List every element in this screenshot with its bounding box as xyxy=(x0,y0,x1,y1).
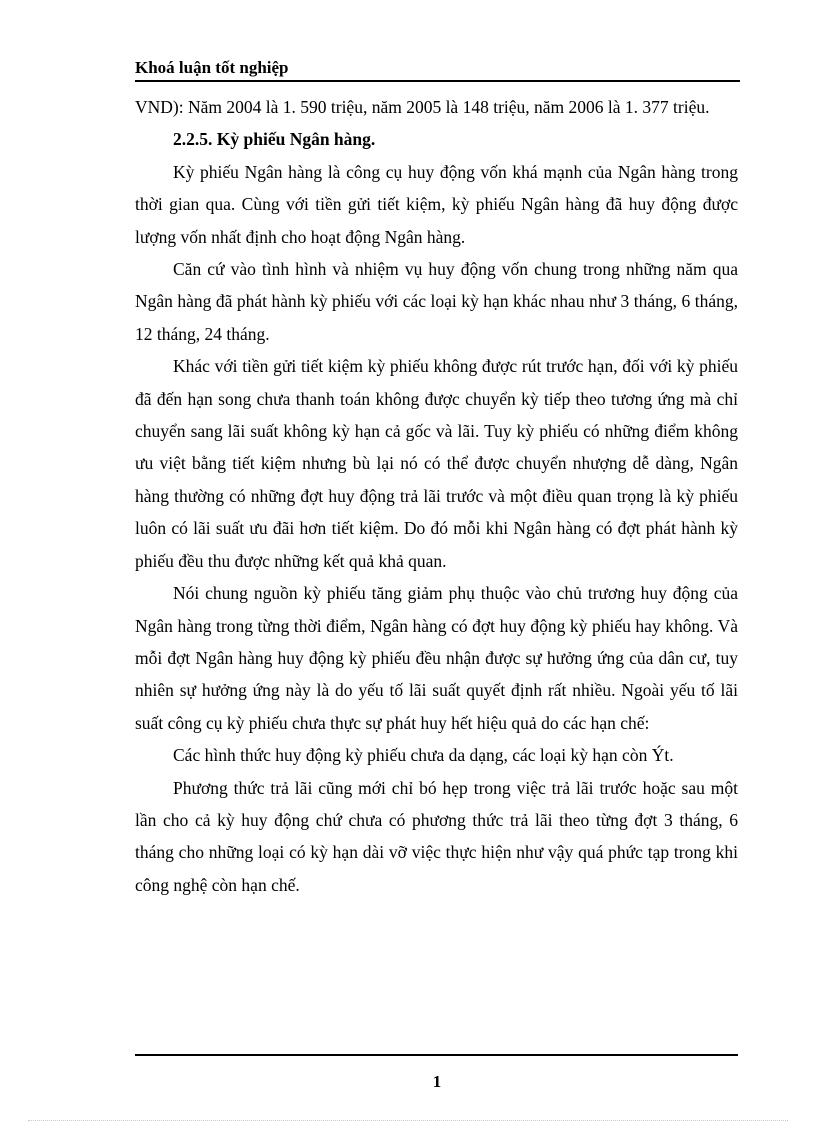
body-paragraph: Phương thức trả lãi cũng mới chỉ bó hẹp trong việc trả lãi trước hoặc sau một lần cho cả kỳ huy động chứ chưa có phương thức trả lãi theo từng đợt 3 tháng, 6 tháng cho những loại có kỳ hạn dài vỡ việc thực hiện như vậy quá phức tạp trong khi công nghệ còn hạn chế. xyxy=(135,777,738,895)
section-heading: 2.2.5. Kỳ phiếu Ngân hàng. xyxy=(173,129,376,150)
continuation-paragraph: VND): Năm 2004 là 1. 590 triệu, năm 2005 là 148 triệu, năm 2006 là 1. 377 triệu. xyxy=(135,97,710,117)
page-body xyxy=(135,91,738,901)
body-paragraph: Nói chung nguồn kỳ phiếu tăng giảm phụ thuộc vào chủ trương huy động của Ngân hàng trong từng thời điểm, Ngân hàng có đợt huy động kỳ phiếu hay không. Và mỗi đợt Ngân hàng huy động kỳ phiếu đều nhận được sự hưởng ứng của dân cư, tuy nhiên sự hưởng ứng này là do yếu tố lãi suất quyết định rất nhiều. Ngoài yếu tố lãi suất công cụ kỳ phiếu chưa thực sự phát huy hết hiệu quả do các hạn chế: xyxy=(135,583,738,733)
page-edge-divider xyxy=(28,1120,788,1121)
footer-divider xyxy=(135,1054,738,1056)
body-paragraph: Căn cứ vào tình hình và nhiệm vụ huy động vốn chung trong những năm qua Ngân hàng đã phát hành kỳ phiếu với các loại kỳ hạn khác nhau như 3 tháng, 6 tháng, 12 tháng, 24 tháng. xyxy=(135,259,738,344)
running-header-title: Khoá luận tốt nghiệp xyxy=(135,58,289,77)
header-divider xyxy=(135,80,740,82)
body-paragraph: Khác với tiền gửi tiết kiệm kỳ phiếu không được rút trước hạn, đối với kỳ phiếu đã đến hạn song chưa thanh toán không được chuyển kỳ tiếp theo tương ứng mà chỉ chuyển sang lãi suất không kỳ hạn cả gốc và lãi. Tuy kỳ phiếu có những điểm không ưu việt bằng tiết kiệm nhưng bù lại nó có thể được chuyển nhượng dễ dàng, Ngân hàng thường có những đợt huy động trả lãi trước và một điều quan trọng là kỳ phiếu luôn có lãi suất ưu đãi hơn tiết kiệm. Do đó mỗi khi Ngân hàng có đợt phát hành kỳ phiếu đều thu được những kết quả khả quan. xyxy=(135,356,738,571)
body-paragraph: Kỳ phiếu Ngân hàng là công cụ huy động vốn khá mạnh của Ngân hàng trong thời gian qua. Cùng với tiền gửi tiết kiệm, kỳ phiếu Ngân hàng đã huy động được lượng vốn nhất định cho hoạt động Ngân hàng. xyxy=(135,161,738,247)
body-paragraph: Các hình thức huy động kỳ phiếu chưa da dạng, các loại kỳ hạn còn Ýt. xyxy=(173,745,674,766)
page-number: 1 xyxy=(432,1072,442,1091)
